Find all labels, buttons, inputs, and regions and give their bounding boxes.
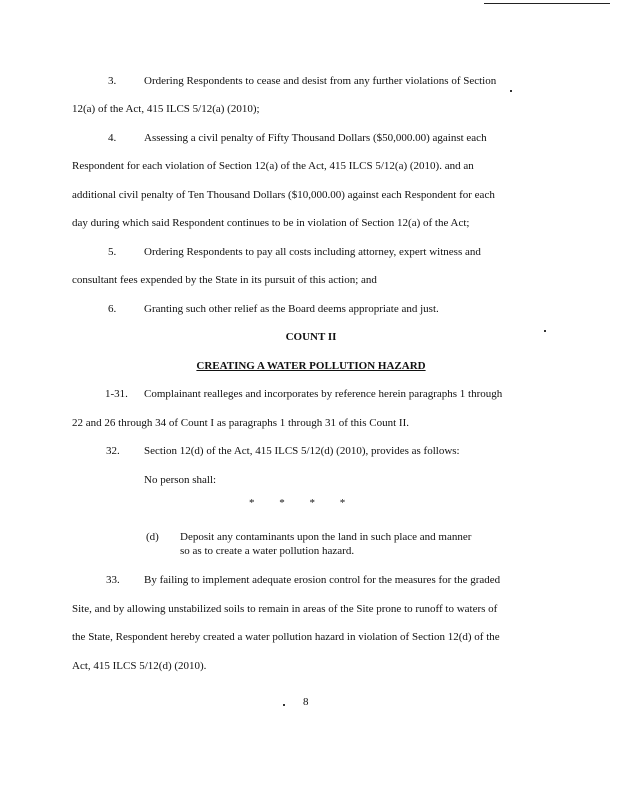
- scan-speck: [283, 704, 285, 706]
- scan-speck: [544, 330, 546, 332]
- no-person-shall: No person shall:: [144, 474, 217, 486]
- paragraph-line: Respondent for each violation of Section 12(a) of the Act, 415 ILCS 5/12(a) (2010). and an: [72, 160, 474, 172]
- paragraph-number: 5.: [108, 246, 117, 258]
- paragraph-line: 22 and 26 through 34 of Count I as paragraphs 1 through 31 of this Count II.: [72, 417, 409, 429]
- subitem-line: Deposit any contaminants upon the land in such place and manner: [180, 531, 472, 543]
- count-subtitle-text: CREATING A WATER POLLUTION HAZARD: [196, 360, 426, 372]
- top-rule: [484, 3, 610, 4]
- scan-speck: [510, 90, 512, 92]
- paragraph-line: Section 12(d) of the Act, 415 ILCS 5/12(d) (2010), provides as follows:: [144, 445, 460, 457]
- count-subtitle: [0, 359, 622, 373]
- paragraph-number: 6.: [108, 303, 117, 315]
- paragraph-line: Assessing a civil penalty of Fifty Thousand Dollars ($50,000.00) against each: [144, 132, 487, 144]
- paragraph-line: By failing to implement adequate erosion control for the measures for the graded: [144, 574, 501, 586]
- paragraph-line: Act, 415 ILCS 5/12(d) (2010).: [72, 660, 207, 672]
- count-title: COUNT II: [285, 331, 337, 343]
- subitem-line: so as to create a water pollution hazard.: [180, 545, 355, 557]
- paragraph-line: day during which said Respondent continues to be in violation of Section 12(a) of the Act;: [72, 217, 470, 229]
- paragraph-line: Site, and by allowing unstabilized soils to remain in areas of the Site prone to runoff to waters of: [72, 603, 498, 615]
- page-number: 8: [303, 696, 309, 708]
- paragraph-line: Ordering Respondents to cease and desist from any further violations of Section: [144, 75, 497, 87]
- paragraph-number: 4.: [108, 132, 117, 144]
- subitem-label: (d): [146, 531, 159, 543]
- omission-stars: * * * *: [249, 497, 346, 509]
- paragraph-line: 12(a) of the Act, 415 ILCS 5/12(a) (2010);: [72, 103, 260, 115]
- paragraph-line: Ordering Respondents to pay all costs including attorney, expert witness and: [144, 246, 481, 258]
- paragraph-line: Granting such other relief as the Board deems appropriate and just.: [144, 303, 439, 315]
- paragraph-line: Complainant realleges and incorporates by reference herein paragraphs 1 through: [144, 388, 503, 400]
- paragraph-number: 32.: [106, 445, 120, 457]
- paragraph-number: 3.: [108, 75, 117, 87]
- paragraph-line: consultant fees expended by the State in its pursuit of this action; and: [72, 274, 377, 286]
- paragraph-number: 1-31.: [105, 388, 128, 400]
- paragraph-line: the State, Respondent hereby created a water pollution hazard in violation of Section 12(d) of the: [72, 631, 500, 643]
- paragraph-number: 33.: [106, 574, 120, 586]
- paragraph-line: additional civil penalty of Ten Thousand Dollars ($10,000.00) against each Respondent for each: [72, 189, 495, 201]
